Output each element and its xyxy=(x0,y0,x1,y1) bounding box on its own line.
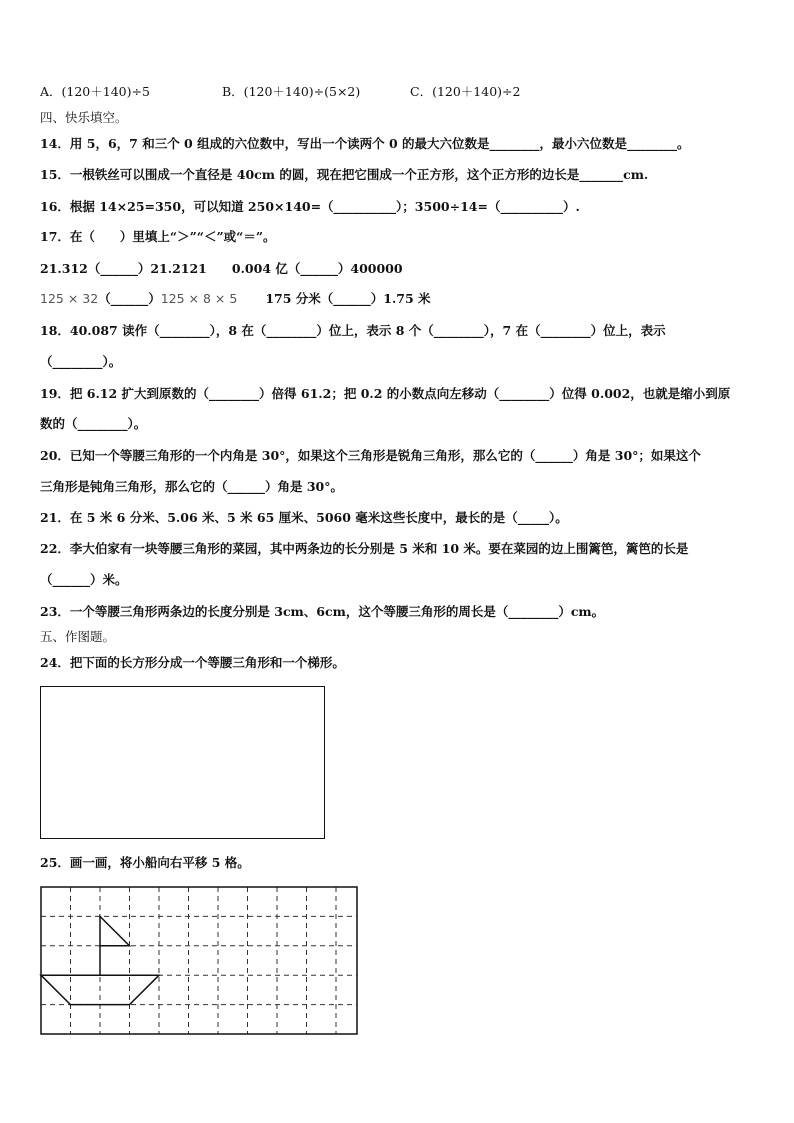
question-22-line-1: 22．李大伯家有一块等腰三角形的菜园，其中两条边的长分别是 5 米和 10 米。要在菜园的边上围篱笆，篱笆的长是 xyxy=(40,541,689,556)
question-19-line-2: 数的（________）。 xyxy=(40,416,147,431)
question-23: 23．一个等腰三角形两条边的长度分别是 3cm、6cm，这个等腰三角形的周长是（________）cm。 xyxy=(40,604,605,619)
question-17-row-1: 21.312（______）21.2121 0.004 亿（______）400000 xyxy=(40,261,403,276)
question-17: 17．在（ ）里填上“＞”“＜”或“＝”。 xyxy=(40,229,276,244)
expression-125x8x5: 125 × 8 × 5 xyxy=(160,291,238,306)
boat xyxy=(41,916,159,1004)
question-17-row-2 xyxy=(40,291,431,307)
question-21: 21．在 5 米 6 分米、5.06 米、5 米 65 厘米、5060 毫米这些长度中，最长的是（_____）。 xyxy=(40,510,568,525)
question-25: 25．画一画，将小船向右平移 5 格。 xyxy=(40,855,250,870)
section-5-heading: 五、作图题。 xyxy=(40,629,116,644)
rectangle-figure xyxy=(40,686,325,839)
question-18-line-2: （________）。 xyxy=(40,354,122,369)
question-22-line-2: （______）米。 xyxy=(40,572,128,587)
boat-sail xyxy=(100,916,130,945)
question-17-row-2-rest: 175 分米（______）1.75 米 xyxy=(265,291,431,306)
section-4-heading: 四、快乐填空。 xyxy=(40,110,128,125)
option-b[interactable]: B．(120＋140)÷(5×2) xyxy=(222,84,361,99)
question-15: 15．一根铁丝可以围成一个直径是 40cm 的圆，现在把它围成一个正方形，这个正方形的边长是_______cm. xyxy=(40,167,649,182)
blank-17b-1: （______） xyxy=(98,291,161,306)
question-19-line-1: 19．把 6.12 扩大到原数的（________）倍得 61.2；把 0.2 的小数点向左移动（________）位得 0.002，也就是缩小到原 xyxy=(40,386,731,401)
question-14: 14．用 5，6，7 和三个 0 组成的六位数中，写出一个读两个 0 的最大六位数是________，最小六位数是________。 xyxy=(40,136,690,151)
boat-grid-figure xyxy=(38,884,362,1038)
question-20-line-1: 20．已知一个等腰三角形的一个内角是 30°，如果这个三角形是锐角三角形，那么它的（______）角是 30°；如果这个 xyxy=(40,448,701,463)
grid-dashed-lines xyxy=(41,887,357,1034)
grid-border xyxy=(41,887,357,1034)
question-18-line-1: 18．40.087 读作（________），8 在（________）位上，表示 8 个（________），7 在（________）位上，表示 xyxy=(40,323,666,338)
option-c[interactable]: C．(120＋140)÷2 xyxy=(410,84,521,99)
question-16: 16．根据 14×25=350，可以知道 250×140=（__________）；3500÷14=（__________）. xyxy=(40,199,580,214)
question-24: 24．把下面的长方形分成一个等腰三角形和一个梯形。 xyxy=(40,655,345,670)
question-20-line-2: 三角形是钝角三角形，那么它的（______）角是 30°。 xyxy=(40,479,343,494)
expression-125x32: 125 × 32 xyxy=(40,291,99,306)
option-a[interactable]: A．(120＋140)÷5 xyxy=(40,84,150,99)
